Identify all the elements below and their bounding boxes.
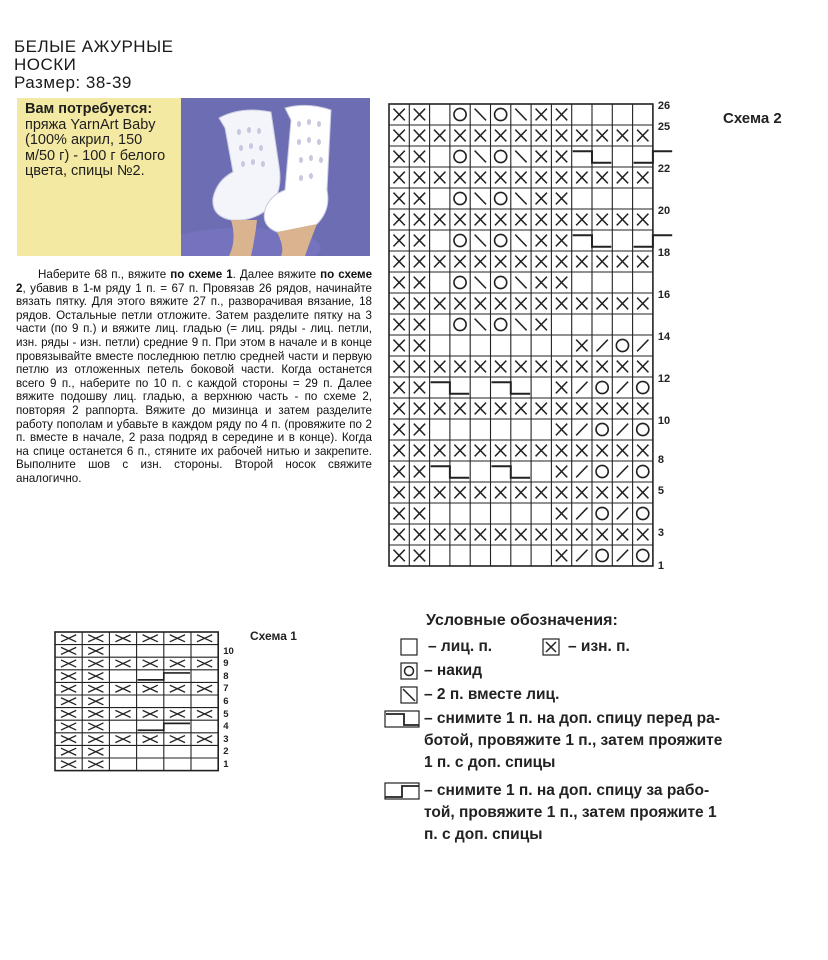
schema-2-row-label: 16: [657, 289, 671, 301]
schema-1-title: Схема 1: [250, 629, 297, 643]
cross-front-symbol-icon: [384, 710, 420, 728]
title-line-1: БЕЛЫЕ АЖУРНЫЕ: [14, 37, 174, 56]
legend-title: Условные обозначения:: [426, 612, 618, 629]
schema-2-row-label: 25: [657, 121, 671, 133]
schema-2-row-label: 10: [657, 415, 671, 427]
instructions-run: . Далее вяжите: [232, 268, 321, 281]
instructions-paragraph: [16, 268, 372, 486]
schema-2-title: Схема 2: [723, 110, 782, 127]
schema-1-row-label: 1: [223, 759, 229, 770]
schema-2-row-label: 22: [657, 163, 671, 175]
legend-cross-back-2: той, провяжите 1 п., затем прояжите 1: [424, 804, 717, 821]
schema-1-row-label: 4: [223, 721, 229, 733]
materials-heading: Вам потребуется:: [25, 101, 153, 117]
schema-2-row-label: 3: [657, 527, 665, 539]
instructions-run: , убавив в 1-м ряду 1 п. = 67 п. Провязав 26 рядов, начинайте вязать пятку. Для этого вяжите 27 п., разворачивая вязание, 18 рядов. Остальные петли отложите. Затем разделите пятку на 3 части (по 9 п.) и вяжите лиц. гладью (= лиц. ряды - лиц. петли, изн. ряды - изн. петли) средние 9 п. При этом в начале и в конце провязывайте вместе последнюю петлю средней части и первую петлю из отложенных петель боковой части. Когда останется всего 9 п., наберите по 10 п. с каждой стороны = 29 п. Далее вяжите подошву лиц. гладью, а верхнюю часть - по схеме 2, повторяя 2 раппорта. Вяжите до мизинца и затем разделите работу пополам и убавьте в каждом ряду по 4 п. (провяжите по 2 п. вместе в начале, 2 раза подряд в середине и в конце). Когда на спице останется 6 п., стяните их рабочей нитью и закрепите. Выполните шов с изн. стороны. Второй носок свяжите аналогично.: [16, 281, 372, 485]
schema-1-row-label: 5: [223, 708, 229, 720]
k2tog-symbol-icon: [400, 686, 418, 704]
socks-illustration: [181, 98, 370, 256]
schema-2-row-label: 20: [657, 205, 671, 217]
instructions-bold-run: по схеме 2: [16, 268, 373, 295]
legend-cross-front-2: ботой, провяжите 1 п., затем прояжите: [424, 732, 723, 749]
legend-k2tog: – 2 п. вместе лиц.: [424, 686, 560, 703]
legend-cross-back-1: – снимите 1 п. на доп. спицу за рабо-: [424, 782, 710, 799]
schema-1-row-label: 8: [223, 670, 229, 682]
schema-2-row-label: 18: [657, 247, 671, 259]
schema-1-row-label: 10: [223, 645, 234, 657]
materials-body: пряжа YarnArt Baby (100% акрил, 150 м/50 г) - 100 г белого цвета, спицы №2.: [25, 116, 166, 179]
purl-symbol-icon: [542, 638, 560, 656]
schema-1-row-label: 6: [223, 696, 229, 707]
knit-symbol-icon: [400, 638, 418, 656]
cross-back-symbol-icon: [384, 782, 420, 800]
title-line-2: НОСКИ: [14, 55, 77, 74]
schema-1-row-label: 2: [223, 746, 229, 758]
schema-1-chart: [54, 631, 219, 772]
schema-1-row-label: 9: [223, 658, 229, 670]
schema-2-row-label: 8: [657, 454, 665, 466]
legend-cross-front-3: 1 п. с доп. спицы: [424, 754, 556, 771]
socks-photo: [181, 98, 370, 256]
schema-2-row-label: 26: [657, 100, 671, 112]
schema-2-chart: [388, 103, 654, 567]
yarn-over-symbol-icon: [400, 662, 418, 680]
legend-purl: – изн. п.: [568, 638, 630, 655]
schema-2-row-label: 1: [657, 559, 665, 572]
schema-1-row-label: 3: [223, 733, 229, 745]
legend-yarn-over: – накид: [424, 662, 483, 679]
instructions-run: Наберите 68 п., вяжите: [38, 268, 171, 281]
legend-knit: – лиц. п.: [428, 638, 493, 655]
instructions-bold-run: по схеме 1: [170, 268, 233, 281]
schema-1-row-label: 7: [223, 683, 229, 695]
size-label: Размер: 38-39: [14, 73, 132, 92]
instructions-text: [16, 268, 372, 486]
materials-box: [17, 98, 370, 256]
schema-2-row-label: 12: [657, 373, 671, 385]
schema-2-row-label: 5: [657, 485, 665, 497]
legend-cross-back-3: п. с доп. спицы: [424, 826, 543, 843]
legend-cross-front-1: – снимите 1 п. на доп. спицу перед ра-: [424, 710, 720, 727]
materials-text-block: [25, 102, 175, 180]
schema-2-row-label: 14: [657, 331, 671, 343]
